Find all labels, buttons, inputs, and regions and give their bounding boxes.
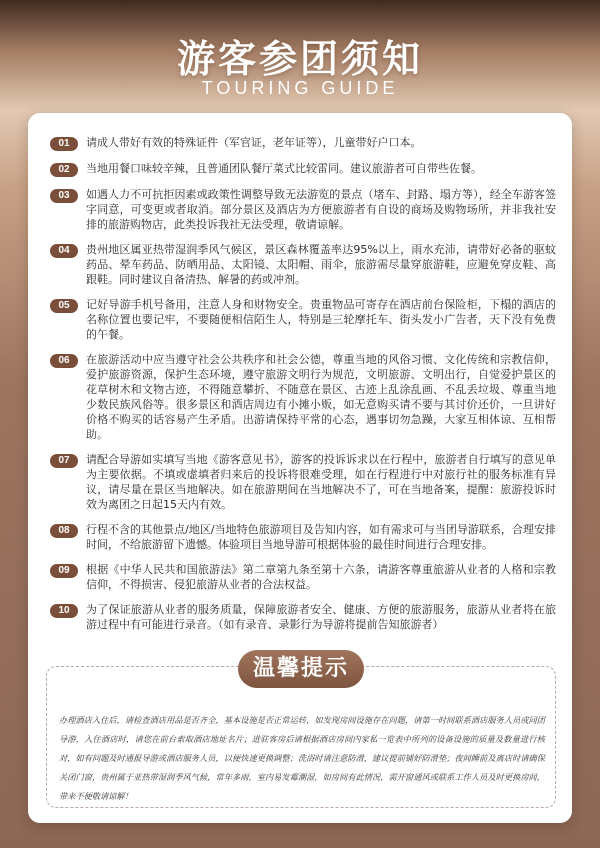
tips-heading: 温馨提示 xyxy=(238,650,364,688)
rule-number-badge: 02 xyxy=(50,163,78,177)
rule-number-badge: 01 xyxy=(50,137,78,151)
rule-number-badge: 03 xyxy=(50,189,78,203)
tips-text: 办理酒店入住后，请检查酒店用品是否齐全，基本设施是否正常运转，如发现房间设施存在问题，请第一时间联系酒店服务人员或同团导游，入住酒店时，请您在前台索取酒店地址名片；进驻客房后请根据酒店房间内家私一览表中所列的设备设施的质量及数量进行核对，如有问题及时通报导游或酒店服务人员，以便快速更换调整；洗浴时请注意防滑，建议提前铺好防滑垫；夜间睡前及离店时请确保关闭门窗，贵州属于亚热带湿润季风气候，常年多雨，室内易发霉潮湿，如房间有此情况，需开窗通风或联系工作人员及时更换房间，带来不便敬请谅解！ xyxy=(59,715,545,801)
rule-item xyxy=(50,602,556,632)
rule-text: 在旅游活动中应当遵守社会公共秩序和社会公德，尊重当地的风俗习惯、文化传统和宗教信仰，爱护旅游资源，保护生态环境，遵守旅游文明行为规范，文明旅游、文明出行，自觉爱护景区的花草树木和文物古迹，不得随意攀折、不随意在景区、古迹上乱涂乱画、不乱丢垃圾、尊重当地少数民族风俗等。很多景区和酒店周边有小摊小贩，如无意购买请不要与其讨价还价，一旦讲好价格不购买的话容易产生矛盾。出游请保持平常的心态，遇事切勿急躁，大家互相体谅、互相帮助。 xyxy=(86,353,556,441)
rules-list xyxy=(50,135,556,632)
rule-text: 当地用餐口味较辛辣，且普通团队餐厅菜式比较雷同。建议旅游者可自带些佐餐。 xyxy=(86,162,482,175)
header xyxy=(0,0,600,110)
rule-item xyxy=(50,297,556,342)
rule-item xyxy=(50,187,556,232)
rule-number-badge: 07 xyxy=(50,454,78,468)
rule-text: 如遇人力不可抗拒因素或政策性调整导致无法游览的景点（堵车、封路、塌方等），经全车游客签字同意，可变更或者取消。部分景区及酒店为方便旅游者有自设的商场及购物场所，并非我社安排的旅游购物店，此类投诉我社无法受理，敬请谅解。 xyxy=(86,188,556,231)
rule-text: 行程不含的其他景点/地区/当地特色旅游项目及告知内容，如有需求可与当团导游联系，合理安排时间，不给旅游留下遗憾。体验项目当地导游可根据体验的最佳时间进行合理安排。 xyxy=(86,523,556,551)
rule-item xyxy=(50,242,556,287)
rule-number-badge: 06 xyxy=(50,354,78,368)
rule-text: 请成人带好有效的特殊证件（军官证，老年证等），儿童带好户口本。 xyxy=(86,136,422,149)
page-subtitle: TOURING GUIDE xyxy=(201,78,399,98)
rule-text: 请配合导游如实填写当地《游客意见书》，游客的投诉诉求以在行程中，旅游者自行填写的意见单为主要依据。不填或虚填者归来后的投诉将很难受理，如在行程进行中对旅行社的服务标准有异议，请尽量在景区当地解决。如在旅游期间在当地解决不了，可在当地备案，提醒：旅游投诉时效为离团之日起15天内有效。 xyxy=(86,453,556,511)
rule-number-badge: 04 xyxy=(50,244,78,258)
rule-number-badge: 10 xyxy=(50,604,78,618)
rule-text: 根据《中华人民共和国旅游法》第二章第九条至第十六条，请游客尊重旅游从业者的人格和宗教信仰，不得损害、侵犯旅游从业者的合法权益。 xyxy=(86,563,556,591)
rule-text: 为了保证旅游从业者的服务质量，保障旅游者安全、健康、方便的旅游服务，旅游从业者将在旅游过程中有可能进行录音。（如有录音、录影行为导游将提前告知旅游者） xyxy=(86,603,556,631)
rule-item xyxy=(50,135,556,151)
rule-number-badge: 09 xyxy=(50,564,78,578)
rule-item xyxy=(50,562,556,592)
rule-number-badge: 05 xyxy=(50,299,78,313)
rule-item xyxy=(50,522,556,552)
rule-item xyxy=(50,352,556,442)
rule-item xyxy=(50,161,556,177)
rule-text: 贵州地区属亚热带湿润季风气候区，景区森林覆盖率达95%以上，雨水充沛，请带好必备的驱蚊药品、晕车药品、防晒用品、太阳镜、太阳帽、雨伞，旅游需尽量穿旅游鞋，应避免穿皮鞋、高跟鞋。同时建议自备清热、解暑的药或冲剂。 xyxy=(86,243,556,286)
notice-card xyxy=(28,113,572,823)
page-title: 游客参团须知 xyxy=(176,37,423,81)
rule-text: 记好导游手机号备用，注意人身和财物安全。贵重物品可寄存在酒店前台保险柜，下榻的酒店的名称位置也要记牢，不要随便相信陌生人，特别是三轮摩托车、街头发小广告者，天下没有免费的午餐。 xyxy=(86,298,556,341)
rule-number-badge: 08 xyxy=(50,524,78,538)
rule-item xyxy=(50,452,556,512)
